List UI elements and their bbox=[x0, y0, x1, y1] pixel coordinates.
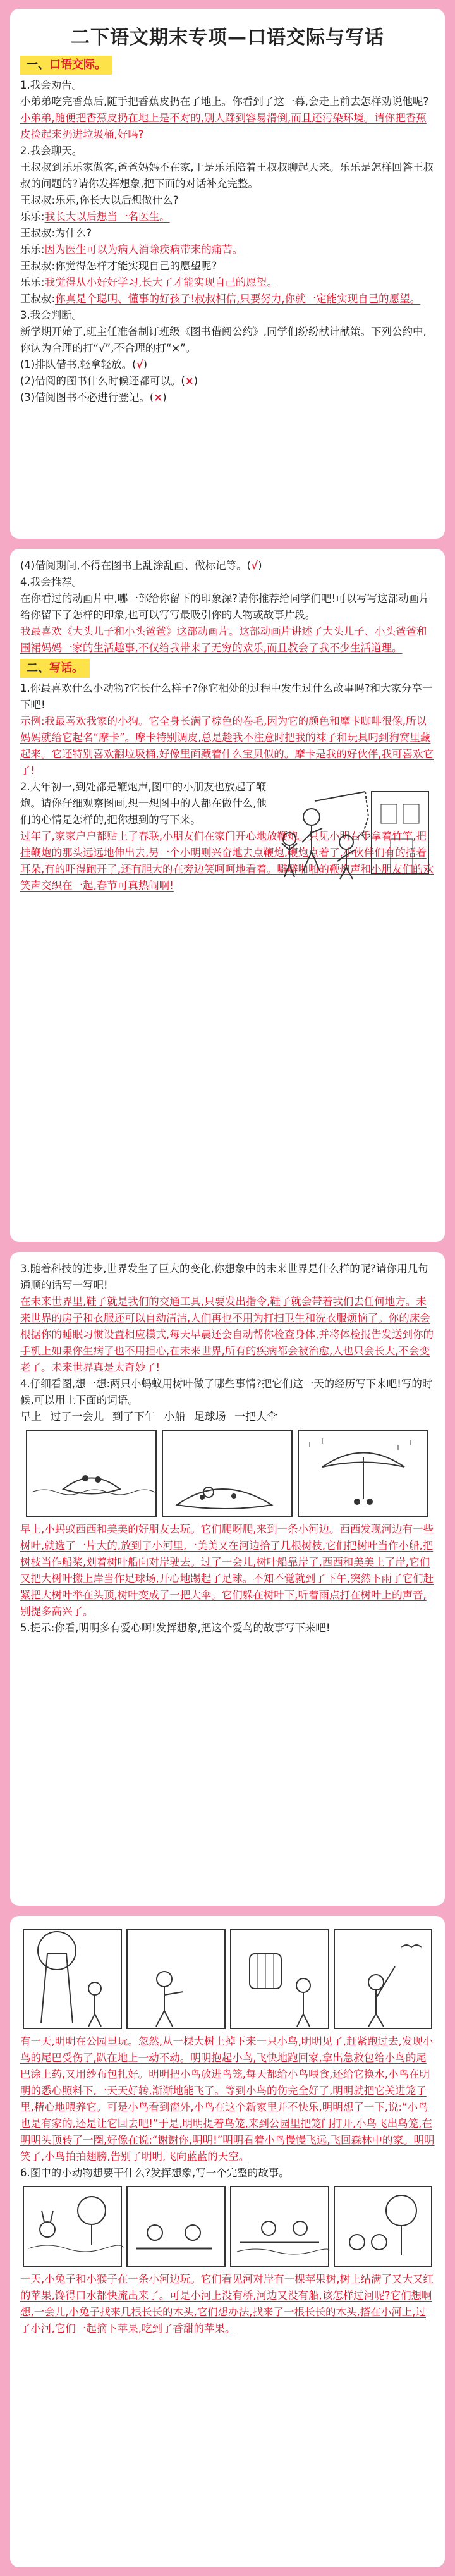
q2-line-3: 王叔叔:为什么? bbox=[20, 227, 92, 239]
q1-heading: 1.我会劝告。 bbox=[20, 79, 83, 91]
q3-mark-2: × bbox=[185, 375, 194, 387]
rabbit-monkey-illustration bbox=[22, 2185, 433, 2267]
q3-mark-1: √ bbox=[136, 359, 143, 371]
w6-answer: 一天,小兔子和小猴子在一条小河边玩。它们看见河对岸有一棵苹果树,树上结满了又大又红的苹果,馋得口水都快流出来了。可是小河上没有桥,河边又没有船,该怎样过河呢?它们想啊想,一会儿,小兔子找来几根长长的木头,它们想办法,找来了一根长长的木头,搭在小河上,过了小河,它们一起摘下苹果,吃到了香甜的苹果。 bbox=[20, 2273, 434, 2334]
q2-line-4: 乐乐:因为医生可以为病人消除疾病带来的痛苦。 bbox=[20, 243, 243, 255]
w1-heading: 1.你最喜欢什么小动物?它长什么样子?你它相处的过程中发生过什么故事吗?和大家分享一下吧! bbox=[20, 682, 433, 711]
section-header-oral bbox=[20, 56, 112, 75]
section-header-writing bbox=[20, 659, 90, 678]
q3-item-3: (3)借阅图书不必进行登记。(×) bbox=[20, 391, 167, 403]
w4-answer: 早上,小蚂蚁西西和美美的好朋友去玩。它们爬呀爬,来到一条小河边。西西发现河边有一些树叶,就选了一片大的,放到了小河里,一美美又在河边拾了几根树枝,它们把树叶当作小船,把树枝当作船桨,划着树叶船向对岸驶去。过了一会儿,树叶船靠岸了,西西和美美上了岸,它们又把大树叶搬上岸当作足球场,开心地踢起了足球。不知不觉就到了下午,突然下雨了它们赶紧把大树叶举在头顶,树叶变成了一把大伞。它们躲在树叶下,听着雨点打在树叶上的声音,别提多高兴了。 bbox=[20, 1523, 434, 1617]
q2-heading: 2.我会聊天。 bbox=[20, 145, 83, 157]
w4-word-bank: 早上 过了一会儿 到了下午 小船 足球场 一把大伞 bbox=[20, 1411, 278, 1423]
card-writing-4 bbox=[10, 1916, 445, 2567]
q2-line-1: 王叔叔:乐乐,你长大以后想做什么? bbox=[20, 194, 179, 206]
section-number: 一、 bbox=[27, 58, 49, 71]
page-title bbox=[20, 21, 435, 49]
section-number: 二、 bbox=[27, 661, 49, 675]
section-name: 写话。 bbox=[49, 661, 83, 675]
q3-prompt: 新学期开始了,班主任准备制订班级《图书借阅公约》,同学们纷纷献计献策。下列公约中,你认为合理的打“√”,不合理的打“×”。 bbox=[20, 326, 427, 354]
card-oral-1 bbox=[10, 9, 445, 539]
w2-heading: 2.大年初一,到处都是鞭炮声,图中的小朋友也放起了鞭炮。请你仔细观察图画,想一想图中的人都在做什么,他们的心情是怎样的,把你想到的写下来。 bbox=[20, 781, 267, 826]
w5-answer: 有一天,明明在公园里玩。忽然,从一棵大树上掉下来一只小鸟,明明见了,赶紧跑过去,发现小鸟的尾巴受伤了,趴在地上一动不动。明明抱起小鸟,飞快地跑回家,拿出急救包给小鸟的尾巴涂上药,又用纱布包扎好。明明把小鸟放进鸟笼,每天都给小鸟喂食,还给它换水,小鸟在明明的悉心照料下,一天天好转,渐渐地能飞了。等到小鸟的伤完全好了,明明就把它关进笼子里,精心地喂养它。可是小鸟看到窗外,小鸟在这个新家里并不快乐,明明想了一下,说:“小鸟也是有家的,还是让它回去吧!”于是,明明提着鸟笼,来到公园里把笼门打开,小鸟飞出鸟笼,在明明头顶转了一圈,好像在说:“谢谢你,明明!”明明看着小鸟慢慢飞远,飞回森林中的家。明明笑了,小鸟拍拍翅膀,告别了明明,飞向蓝蓝的天空。 bbox=[20, 2035, 435, 2162]
q2-answer-4: 你真是个聪明、懂事的好孩子!叔叔相信,只要努力,你就一定能实现自己的愿望。 bbox=[55, 293, 421, 305]
title-main: 二下语文期末专项— bbox=[71, 27, 247, 49]
w2-answer: 过年了,家家户户都贴上了春联,小朋友们在家门开心地放鞭炮。只见小明右手拿着竹竿,把挂鞭炮的那头远远地伸出去,另一个小明则兴奋地去点鞭炮,鞭炮点着了,小伙伴们有的捂着耳朵,有的吓得跑开了,还有胆大的在旁边笑呵呵地看着。噼噼啪啪的鞭炮声和小朋友们的欢笑声交织在一起,春节可真热闹啊! bbox=[20, 830, 434, 892]
card-oral-2 bbox=[10, 549, 445, 1242]
w6-heading: 6.图中的小动物想要干什么?发挥想象,写一个完整的故事。 bbox=[20, 2167, 289, 2179]
q3-heading: 3.我会判断。 bbox=[20, 309, 83, 321]
q3-item-4: (4)借阅期间,不得在图书上乱涂乱画、做标记等。(√) bbox=[20, 560, 262, 572]
q3-mark-4: √ bbox=[251, 560, 258, 572]
q2-prompt: 王叔叔到乐乐家做客,爸爸妈妈不在家,于是乐乐陪着王叔叔聊起天来。乐乐是怎样回答王叔叔的问题的?请你发挥想象,把下面的对话补充完整。 bbox=[20, 161, 434, 190]
bird-rescue-illustration bbox=[22, 1929, 433, 2030]
section-name: 口语交际。 bbox=[49, 58, 106, 71]
q2-answer-3: 我觉得从小好好学习,长大了才能实现自己的愿望。 bbox=[44, 276, 277, 288]
q4-answer: 我最喜欢《大头儿子和小头爸爸》这部动画片。这部动画片讲述了大头儿子、小头爸爸和围裙妈妈一家的生活趣事,不仅给我带来了无穷的欢乐,而且教会了我不少生活道理。 bbox=[20, 625, 427, 654]
q3-mark-3: × bbox=[154, 391, 163, 403]
w2-block bbox=[20, 779, 435, 828]
q3-item-2: (2)借阅的图书什么时候还都可以。(×) bbox=[20, 375, 198, 387]
w4-heading: 4.仔细看图,想一想:两只小蚂蚁用树叶做了哪些事情?把它们这一天的经历写下来吧!写的时候,可以用上下面的词语。 bbox=[20, 1378, 433, 1406]
card-writing-3 bbox=[10, 1252, 445, 1906]
q1-prompt: 小弟弟吃完香蕉后,随手把香蕉皮扔在了地上。你看到了这一幕,会走上前去怎样劝说他呢? bbox=[20, 95, 429, 107]
q2-line-5: 王叔叔:你觉得怎样才能实现自己的愿望呢? bbox=[20, 260, 217, 272]
q2-answer-1: 我长大以后想当一名医生。 bbox=[44, 211, 170, 223]
q3-item-1: (1)排队借书,轻拿轻放。(√) bbox=[20, 359, 148, 371]
q2-line-7: 王叔叔:你真是个聪明、懂事的好孩子!叔叔相信,只要努力,你就一定能实现自己的愿望。 bbox=[20, 293, 421, 305]
q1-answer: 小弟弟,随便把香蕉皮扔在地上是不对的,别人踩到容易滑倒,而且还污染环境。请你把香蕉皮捡起来扔进垃圾桶,好吗? bbox=[20, 112, 427, 140]
w3-heading: 3.随着科技的进步,世界发生了巨大的变化,你想象中的未来世界是什么样的呢?请你用几句通顺的话写一写吧! bbox=[20, 1263, 428, 1291]
q2-answer-2: 因为医生可以为病人消除疾病带来的痛苦。 bbox=[44, 243, 243, 255]
title-highlight: 口语交际与写话 bbox=[247, 27, 384, 49]
firecracker-illustration bbox=[277, 779, 435, 880]
q2-line-2: 乐乐:我长大以后想当一名医生。 bbox=[20, 211, 170, 223]
w1-answer: 示例:我最喜欢我家的小狗。它全身长满了棕色的卷毛,因为它的颜色和摩卡咖啡很像,所以妈妈就给它起名“摩卡”。摩卡特别调皮,总是趁我不注意时把我的袜子和玩具叼到狗窝里藏起来。它还特别喜欢翻垃圾桶,好像里面藏着什么宝贝似的。摩卡是我的好伙伴,我可喜欢它了! bbox=[20, 715, 434, 776]
q4-heading: 4.我会推荐。 bbox=[20, 576, 83, 588]
q4-prompt: 在你看过的动画片中,哪一部给你留下的印象深?请你推荐给同学们吧!可以写写这部动画片给你留下了怎样的印象,也可以写写最吸引你的人物或故事片段。 bbox=[20, 592, 430, 621]
w5-heading: 5.提示:你看,明明多有爱心啊!发挥想象,把这个爱鸟的故事写下来吧! bbox=[20, 1622, 331, 1634]
w3-answer: 在未来世界里,鞋子就是我们的交通工具,只要发出指令,鞋子就会带着我们去任何地方。未来世界的房子和衣服还可以自动清洁,人们再也不用为打扫卫生和洗衣服烦恼了。你的床会根据你的睡眠习惯设置相应模式,每天早晨还会自动帮你检查身体,并将体检报告发送到你的手机上如果你生病了也不用担心,在未来世界,所有的疾病都会被治愈,人也只会长大,不会变老了。未来世界真是太奇妙了! bbox=[20, 1296, 434, 1373]
q2-line-6: 乐乐:我觉得从小好好学习,长大了才能实现自己的愿望。 bbox=[20, 276, 277, 288]
ants-leaf-illustration bbox=[25, 1429, 430, 1518]
